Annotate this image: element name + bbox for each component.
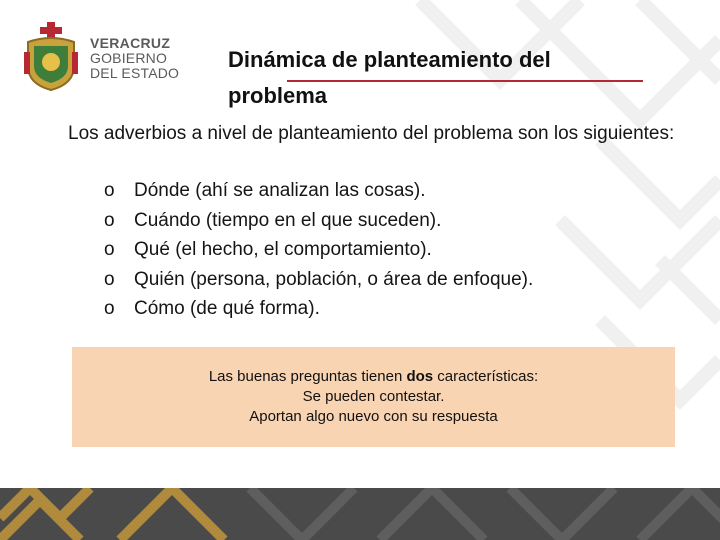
- bullet-mark: o: [104, 268, 115, 290]
- bullet-mark: o: [104, 239, 115, 260]
- list-item-text: Dónde (ahí se analizan las cosas).: [134, 180, 426, 201]
- list-item-text: Qué (el hecho, el comportamiento).: [134, 239, 432, 260]
- logo-line-2: GOBIERNO: [90, 50, 168, 66]
- title-underline: [287, 80, 643, 82]
- bullet-mark: o: [104, 209, 115, 231]
- list-item-text: Cómo (de qué forma).: [134, 298, 320, 319]
- logo-text: [90, 36, 179, 81]
- list-item-text: Quién (persona, población, o área de enfoque).: [134, 268, 534, 290]
- callout-line-1-start: Las buenas preguntas tienen: [208, 368, 407, 385]
- callout-text: [72, 367, 675, 427]
- coat-of-arms-icon: [20, 22, 82, 92]
- list-item: [104, 265, 533, 295]
- government-logo: [20, 22, 190, 92]
- list-item: [104, 294, 533, 324]
- bullet-mark: o: [104, 298, 115, 319]
- callout-line-2: Se pueden contestar.: [302, 388, 445, 405]
- list-item: [104, 235, 533, 265]
- intro-text: Los adverbios a nivel de planteamiento del problema son los siguientes:: [68, 123, 675, 144]
- slide-title: Dinámica de planteamiento del problema: [228, 47, 551, 108]
- bullet-mark: o: [104, 180, 115, 201]
- logo-line-3: DEL ESTADO: [90, 65, 180, 81]
- logo-line-1: VERACRUZ: [90, 35, 171, 51]
- list-item-text: Cuándo (tiempo en el que suceden).: [134, 209, 442, 231]
- callout-line-1-end: características:: [433, 368, 539, 385]
- footer-pattern: [0, 488, 720, 540]
- callout-emphasis: dos: [406, 368, 434, 385]
- list-item: [104, 206, 533, 236]
- adverb-list: [104, 176, 533, 324]
- callout-line-1: [72, 367, 675, 387]
- list-item: [104, 176, 533, 206]
- callout-box: [72, 347, 675, 447]
- callout-line-3: Aportan algo nuevo con su respuesta: [249, 408, 498, 425]
